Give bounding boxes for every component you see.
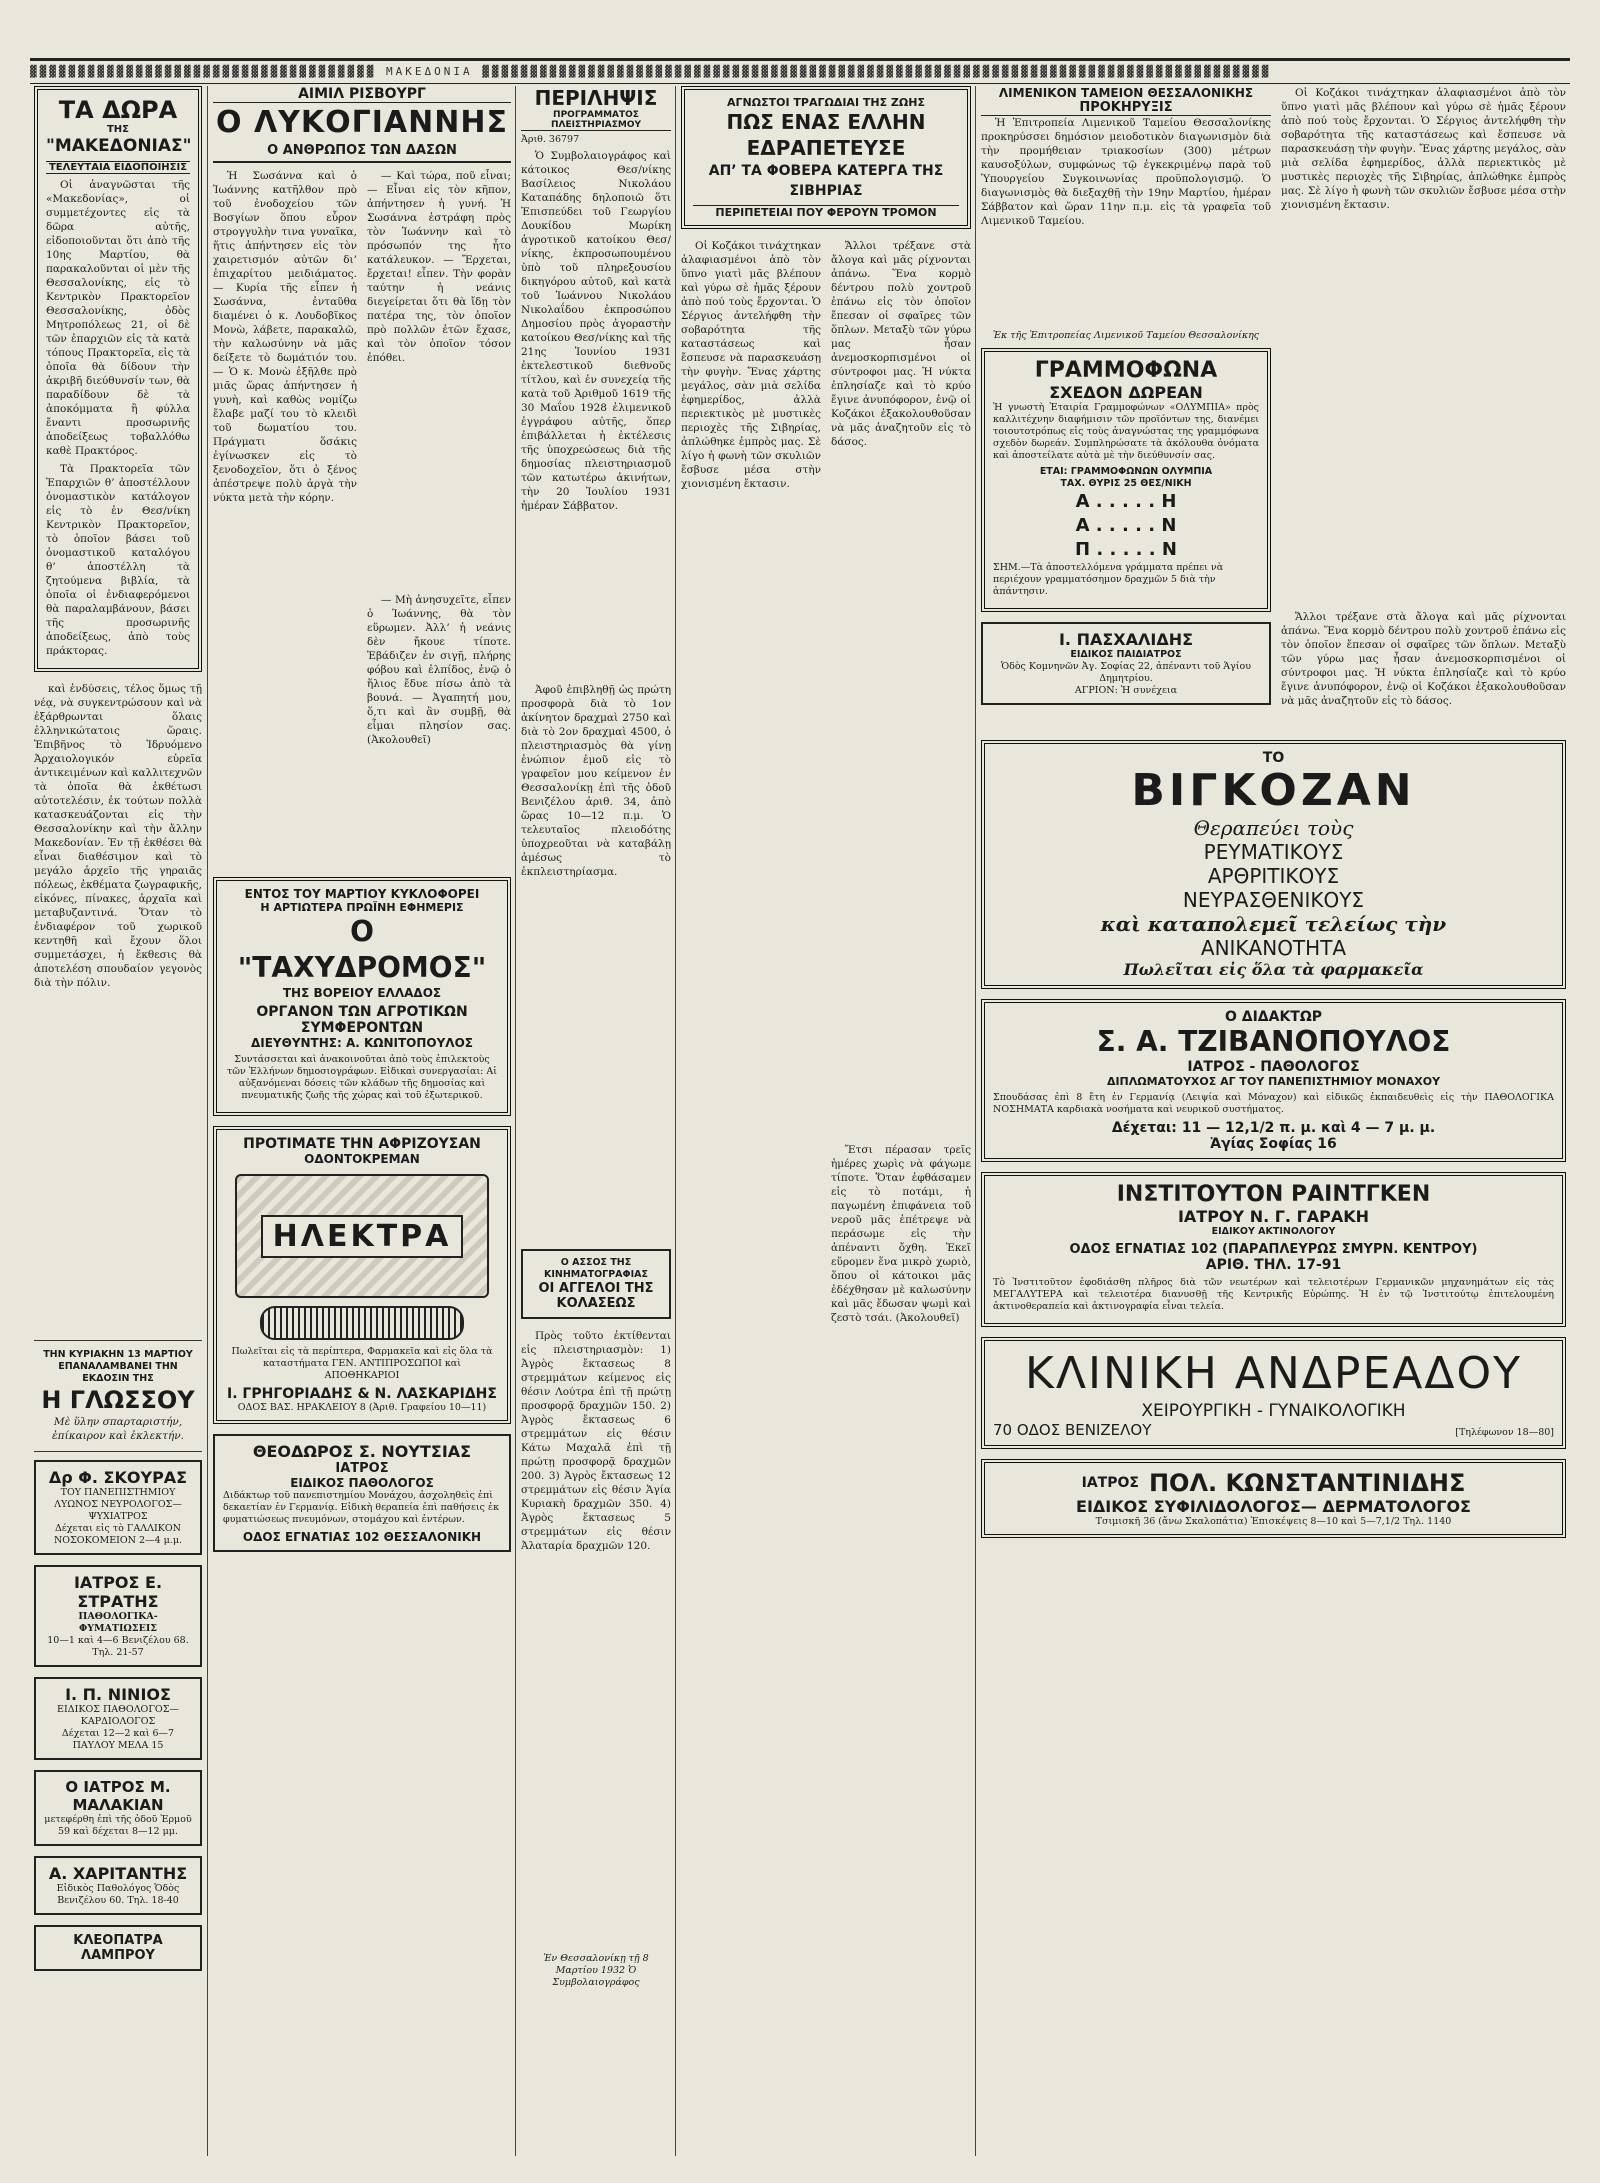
ray-title: ΙΝΣΤΙΤΟΥΤΟΝ ΡΑΙΝΤΓΚΕΝ (1116, 1182, 1431, 1207)
col5-top-right (1281, 86, 1566, 734)
doctor-desc: ΕΙΔΙΚΟΣ ΠΑΙΔΙΑΤΡΟΣ (1070, 649, 1182, 660)
tziv-hours: Δέχεται: 11 — 12,1/2 π. μ. καὶ 4 — 7 μ. μ. (1111, 1120, 1436, 1136)
port-sub: ΠΡΟΚΗΡΥΞΙΣ (981, 100, 1271, 116)
gifts-notice (34, 86, 202, 672)
tziv-pre: Ο ΔΙΔΑΚΤΩΡ (1224, 1009, 1323, 1025)
doctor-ad-paschalidis (981, 622, 1271, 705)
cinema-title: ΟΙ ΑΓΓΕΛΟΙ ΤΗΣ ΚΟΛΑΣΕΩΣ (538, 1281, 654, 1311)
gram-box: ΤΑΧ. ΘΥΡΙΣ 25 ΘΕΣ/ΝΙΚΗ (1060, 478, 1192, 489)
doctor-hours: Δέχεται εἰς τὸ ΓΑΛΛΙΚΟΝ ΝΟΣΟΚΟΜΕΙΟΝ 2—4 μ.μ. (53, 1523, 183, 1546)
siberia-text-a: Οἱ Κοζάκοι τινάχτηκαν ἀλαφιασμένοι ἀπὸ τὸν ὕπνο γιατὶ μᾶς βλέπουν καὶ γύρω σὲ ἡμᾶς ξέρουν ἀπὸ πού τοὺς ἔρχονται. Ὁ Σέργιος ἀντελήφθη τὴν σοβαρότητα τῆς καταστάσεως καὶ ἔσπευσε νὰ παρασκευάσῃ τὴν φυγὴν. Ἔνας χάρτης μεγάλος, σὰν μιὰ σελίδα ἐφημερίδος, ἀλλὰ περιεκτικὸς μὲ μυστικὲς περιοχὲς τῆς Σιβηρίας, ἀπλώθηκε ἐμπρὸς μας. Σὲ λίγο ἡ φωνὴ τῶν σκυλιῶν ἔσβυσε μέσα στὴν χιονισμένη ἔκτασιν. (681, 240, 821, 490)
vig-4: ΑΝΙΚΑΝΟΤΗΤΑ (1200, 936, 1347, 960)
auction-sign: Ἐν Θεσσαλονίκῃ τῇ 8 Μαρτίου 1932 Ὁ Συμβολαιογράφος (543, 1953, 649, 1988)
column-2 (213, 86, 511, 2166)
col5-top (981, 86, 1566, 734)
gifts-text-2: Τὰ Πρακτορεῖα τῶν Ἐπαρχιῶν θ’ ἀποστέλλουν ὀνομαστικὸν κατάλογον εἰς τὸ ἐν Θεσ/νίκη Κεντρικὸν Πρακτορεῖον, τὸ ὁποῖον βάσει τοῦ ὀνομαστικοῦ καταλόγου θ’ ἀποστέλλη τὰ ζητούμενα βιβλία, τὰ ὁποῖα οἱ ἐνδιαφερόμενοι θὰ παραλαμβάνουν, βάσει τῆς προσωρινῆς ἀποδείξεως, ἀπὸ τοὺς πράκτορας. (46, 463, 190, 657)
toothpaste-address: ΟΔΟΣ ΒΑΣ. ΗΡΑΚΛΕΙΟΥ 8 (Ἀριθ. Γραφείου 10—11) (237, 1402, 487, 1413)
gifts-title: ΤΑ ΔΩΡΑ (58, 96, 178, 124)
ad-name: ΚΛΕΟΠΑΤΡΑ ΛΑΜΠΡΟΥ (73, 1933, 163, 1963)
sunday-desc: Μὲ ὕλην σπαρταριστήν, ἐπίκαιρον καὶ ἐκλεκτήν. (52, 1416, 184, 1442)
auction-text-2: Ἀφοῦ ἐπιβληθῇ ὡς πρώτη προσφορὰ διὰ τὸ 1ον ἀκίνητον δραχμαὶ 2750 καὶ διὰ τὸ 2ον δραχμαὶ 4500, ὁ πλειστηριασμὸς θὰ γίνῃ ἐνώπιον ἐμοῦ εἰς τὸ γραφεῖον μου κείμενον ἐν Θεσσαλονίκῃ ἐπὶ τῆς ὁδοῦ Βενιζέλου ἀριθ. 34, ἀπὸ ὥρας 10—12 π.μ. Ὁ τελευταῖος πλειοδότης ὑποχρεοῦται νὰ καταβάλῃ ἀμέσως τὸ ἐκπλειστηρίασμα. (521, 684, 671, 878)
siberia-columns (681, 239, 971, 2123)
gram-title: ΓΡΑΜΜΟΦΩΝΑ (1034, 358, 1218, 383)
column-rule (515, 86, 516, 2156)
tziv-title: ΙΑΤΡΟΣ - ΠΑΘΟΛΟΓΟΣ (1187, 1059, 1360, 1075)
toothpaste-sub: ΟΔΟΝΤΟΚΡΕΜΑΝ (304, 1152, 420, 1166)
tzivanopoulos-ad (981, 999, 1566, 1162)
column-1-body: καὶ ἐνδύσεις, τέλος ὅμως τῇ νέᾳ, νὰ συγκεντρώσουν καὶ νὰ ἐξάρθρωνται ὅλαις ἐλληνικώτατοις ὥραις. Ἐπιβῆνος τὸ Ἰδρυόμενο Ἀρχαιολογικόν εὑρεῖα ἀντικειμένων καὶ καλλιτεχνῶν τὰ ὁποῖα θὰ ἐκθέτωσι αὐτοτελέσιν, ἐκ τούτων πολλὰ κατασκευάζονται εἰς τὴν Θεσσαλονίκην καὶ τὴν ἄλλην Μακεδονίαν. Ἐν τῇ ἐκθέσει θὰ εἶναι διαθέσιμον καὶ τὸ μεγάλο ἀρχεῖο τῆς γηραιᾶς πόλεως, ἐκθέματα ζωγραφικῆς, εἰκόνες, πίνακες, ἀρχαῖα καὶ μεταβυζαντινά. Ὅταν τὸ ἐνδιαφέρον τοῦ χωρικοῦ κεντηθῆ καὶ ἔχουν ὅλοι συμμετάσχει, ἡ ἔκθεσις θὰ ἀποτελέση σπουδαίον γεγονὸς διὰ τὴν πόλιν. (34, 683, 202, 989)
doctor-text: Ὁδὸς Κομνηνῶν Ἀγ. Σοφίας 22, ἀπέναντι τοῦ Ἁγίου Δημητρίου. (1000, 661, 1252, 684)
gramophone-ad (981, 348, 1271, 612)
doctor-name: Ο ΙΑΤΡΟΣ Μ. ΜΑΛΑΚΙΑΝ (65, 1778, 171, 1814)
auction-subhead: ΠΡΟΓΡΑΜΜΑΤΟΣ ΠΛΕΙΣΤΗΡΙΑΣΜΟΥ (521, 110, 671, 131)
sunday-sub: ΕΠΑΝΑΛΑΜΒΑΝΕΙ ΤΗΝ ΕΚΔΟΣΙΝ ΤΗΣ (58, 1361, 178, 1384)
doctor-text: Διδάκτωρ τοῦ πανεπιστημίου Μονάχου, ἀσχοληθεὶς ἐπὶ δεκαετίαν ἐν Γερμανίᾳ. Εἰδικὴ θεραπεία ἐπὶ παθήσεις ἐκ φυματιώσεως πνευμόνων, στομάχου καὶ ἐντέρων. (223, 1490, 500, 1525)
auction-number: Ἀριθ. 36797 (521, 134, 580, 145)
kon-header (993, 1469, 1554, 1497)
doctor-hours: 10—1 καὶ 4—6 Βενιζέλου 68. Τηλ. 21-57 (47, 1635, 189, 1658)
banner-top: ΑΓΝΩΣΤΟΙ ΤΡΑΓΩΔΙΑΙ ΤΗΣ ΖΩΗΣ (727, 96, 925, 109)
taxydromos-text: Συντάσσεται καὶ ἀνακοινοῦται ἀπὸ τοὺς ἐπιλεκτοὺς τῶν Ἑλλήνων δημοσιογράφων. Εἰδικαὶ συνεργασίαι: Αἱ αὐξανόμεναι δόσεις τῶν κλάδων τῆς δημοσίας καὶ πνευματικῆς ζωῆς τῆς χώρας καὶ τοῦ ἐξωτερικοῦ. (227, 1054, 497, 1101)
doctor-ad-noutsias (213, 1434, 511, 1552)
vig-makes: καὶ καταπολεμεῖ τελείως τὴν (1100, 912, 1447, 936)
cinema-head: Ο ΑΣΣΟΣ ΤΗΣ ΚΙΝΗΜΑΤΟΓΡΑΦΙΑΣ (544, 1257, 648, 1280)
column-rule (675, 86, 676, 2156)
story-author: ΑΙΜΙΛ ΡΙΣΒΟΥΡΓ (213, 86, 511, 103)
kon-desc: ΕΙΔΙΚΟΣ ΣΥΦΙΛΙΔΟΛΟΓΟΣ— ΔΕΡΜΑΤΟΛΟΓΟΣ (1076, 1497, 1471, 1516)
story-subtitle: Ο ΑΝΘΡΩΠΟΣ ΤΩΝ ΔΑΣΩΝ (213, 143, 511, 163)
gram-text: Ἡ γνωστὴ Ἑταιρία Γραμμοφώνων «ΟΛΥΜΠΙΑ» πρὸς καλλιτέχνην διαφήμισιν τῶν προϊόντων της, διανέμει τοιουτοτρόπως εἰς τοὺς ἀναγνώστας της γραμμόφωνα σχεδὸν δωρεάν. Συμπληρώσατε τὰ ἀκόλουθα ὀνόματα καὶ ἀποστείλατε αὐτὰ μὲ τὴν διεύθυνσίν σας. (993, 402, 1259, 461)
taxydromos-director: ΔΙΕΥΘΥΝΤΗΣ: Α. ΚΩΝΙΤΟΠΟΥΛΟΣ (250, 1036, 473, 1050)
vig-the: ΤΟ (1262, 750, 1285, 766)
auction-text-3: Πρὸς τοῦτο ἐκτίθενται εἰς πλειστηριασμὸν: 1) Ἀγρὸς ἔκτασεως 8 στρεμμάτων κείμενος εἰς θέσιν Λούτρα ἐπὶ τῇ πρώτῃ προσφορᾷ δραχμῶν 150. 2) Ἀγρὸς ἔκτασεως 6 στρεμμάτων εἰς θέσιν Κάτω Μαχαλᾶ ἐπὶ τῇ πρώτῃ προσφορᾷ δραχμῶν 200. 3) Ἀγρὸς ἔκτασεως 12 στρεμμάτων εἰς θέσιν Ἁγία Κυριακὴ δραχμῶν 350. 4) Ἀγρὸς ἔκτασεως 5 στρεμμάτων εἰς θέσιν Ἀλαταρία δραχμῶν 120. (521, 1330, 671, 1552)
doctor-name: Α. ΧΑΡΙΤΑΝΤΗΣ (48, 1864, 188, 1883)
toothpaste-agents: Ι. ΓΡΗΓΟΡΙΑΔΗΣ & Ν. ΛΑΣΚΑΡΙΔΗΣ (227, 1386, 497, 1402)
toothbrush-image (260, 1306, 464, 1340)
column-3 (521, 86, 671, 2166)
masthead-strip: ▓▓▓▓▓▓▓▓▓▓▓▓▓▓▓▓▓▓▓▓▓▓▓▓▓▓▓▓▓▓▓▓▓▓▓▓ ΜΑΚΕΔΟΝΙΑ ▓▓▓▓▓▓▓▓▓▓▓▓▓▓▓▓▓▓▓▓▓▓▓▓▓▓▓▓▓▓▓▓▓▓▓▓▓▓▓▓▓▓▓▓▓▓▓▓▓▓▓▓▓▓▓▓▓▓▓▓▓▓▓▓▓▓▓▓▓▓▓▓▓▓▓▓▓▓▓▓▓▓ (30, 58, 1570, 84)
gifts-notice-head: ΤΕΛΕΥΤΑΙΑ ΕΙΔΟΠΟΙΗΣΙΣ (46, 161, 190, 174)
ad-lamprou (34, 1925, 202, 1971)
gram-puzzle-1: Α . . . . . Η (1075, 491, 1177, 512)
separator (34, 1451, 202, 1452)
story-text-b: — Καὶ τώρα, ποῦ εἶναι; — Εἶναι εἰς τὸν κῆπον, ἀπήντησεν ἡ γυνή. Ἡ Σωσάννα ἐστράφη πρὸς τὸν Ἰωάννην καὶ τὸ πρόσωπόν της ἦτο κατάλευκον. — Ἔρχεται, ἔρχεται! εἶπεν. Τὴν φορὰν ταύτην ἡ νεάνις διεγείρεται ὅτι θὰ ἴδῃ τὸν πατέρα της, τὸν ὁποῖον πρὸ πολλῶν ἐτῶν ἔχασε, καὶ τὸν ὁποῖον τόσον ἐπόθει. (367, 170, 511, 364)
vig-brand: ΒΙΓΚΟΖΑΝ (1131, 765, 1416, 816)
doctor-name: Ι. Π. ΝΙΝΙΟΣ (65, 1685, 171, 1704)
siberia-text-b: Ἄλλοι τρέξανε στὰ ἄλογα καὶ μᾶς ρίχνονται ἀπάνω. Ἕνα κορμὸ δέντρου πολὺ χοντροῦ ἐπάνω εἰς τὸν ὁποῖον ἔπεσαν οἱ σφαῖρες τῶν ὅπλων. Μεταξὺ τῶν γύρω μας ἦσαν ἀνεμοσκορπισμένοι οἱ σύντροφοι μας. Ἡ νύκτα ἐπλησίαζε καὶ τὸ κρύο ἔγινε ἀνυπόφορον, ἐνῷ οἱ Κοζάκοι ἐξακολουθοῦσαν νὰ μᾶς ἀναζητοῦν εἰς τὸ δάσος. (831, 240, 971, 448)
siberia-text-e: Ἄλλοι τρέξανε στὰ ἄλογα καὶ μᾶς ρίχνονται ἀπάνω. Ἕνα κορμὸ δέντρου πολὺ χοντροῦ ἐπάνω εἰς τὸν ὁποῖον ἔπεσαν οἱ σφαῖρες τῶν ὅπλων. Μεταξὺ τῶν γύρω μας ἦσαν ἀνεμοσκορπισμένοι οἱ σύντροφοι μας. Ἡ νύκτα ἐπλησίαζε καὶ τὸ κρύο ἔγινε ἀνυπόφορον, ἐνῷ οἱ Κοζάκοι ἐξακολουθοῦσαν νὰ μᾶς ἀναζητοῦν εἰς τὸ δάσος. (1281, 611, 1566, 707)
doctor-ad-charitantis (34, 1856, 202, 1915)
clinic-sub: ΧΕΙΡΟΥΡΓΙΚΗ - ΓΥΝΑΙΚΟΛΟΓΙΚΗ (1141, 1401, 1406, 1421)
separator (34, 1340, 202, 1341)
siberia-text-d: Οἱ Κοζάκοι τινάχτηκαν ἀλαφιασμένοι ἀπὸ τὸν ὕπνο γιατὶ μᾶς βλέπουν καὶ γύρω σὲ ἡμᾶς ξέρουν ἀπὸ πού τοὺς ἔρχονται. Ὁ Σέργιος ἀντελήφθη τὴν σοβαρότητα τῆς καταστάσεως καὶ ἔσπευσε νὰ παρασκευάσῃ τὴν φυγὴν. Ἔνας χάρτης μεγάλος, σὰν μιὰ σελίδα ἐφημερίδος, ἀλλὰ περιεκτικὸς μὲ μυστικὲς περιοχὲς τῆς Σιβηρίας, ἀπλώθηκε ἐμπρὸς μας. Σὲ λίγο ἡ φωνὴ τῶν σκυλιῶν ἔσβυσε μέσα στὴν χιονισμένη ἔκτασιν. (1281, 87, 1566, 211)
doctor-name: ΙΑΤΡΟΣ Ε. ΣΤΡΑΤΗΣ (73, 1573, 163, 1611)
story-text-a: Ἡ Σωσάννα καὶ ὁ Ἰωάννης κατῆλθον πρὸ τοῦ ἐνοδοχείου τῶν Βοσγίων ὅπου εὗρον στρογγυλὴν τινα γυναῖκα, ἥτις ἀπήντησεν εἰς τὸν χαιρετισμόν αὐτῶν δι’ ἐπιχαρίτου μειδιάματος. — Κυρία τῆς εἶπεν ἡ Σωσάννα, ἐνταῦθα διαμένει ὁ κ. Λουδοβῖκος Μονὼ, λάβετε, παρακαλῶ, τὴν καλωσύνην νὰ μᾶς δείξετε τὸ δωμάτιόν του. — Ὁ κ. Μονὼ ἐξῆλθε πρὸ μιᾶς ὥρας ἀπήντησεν ἡ γυνὴ, καὶ καθὼς νομίζω ἔλαβε μαζί του τὸ κλειδὶ τοῦ δωματίου του. Πράγματι ὅσάκις ἐγίνωσκεν εἰς τὸ ξενοδοχεῖον, ὅτι ὁ ξένος ἀπέστρεψε πολὺ ἀργὰ τὴν νύκτα μετὰ τὴν κόρην. (213, 170, 357, 504)
raintgen-ad (981, 1172, 1566, 1327)
column-4 (681, 86, 971, 2166)
column-5 (981, 86, 1566, 2166)
toothpaste-tube-image (235, 1174, 489, 1298)
banner-title-1: ΠΩΣ ΕΝΑΣ ΕΛΛΗΝ ΕΔΡΑΠΕΤΕΥΣΕ (726, 110, 926, 160)
gram-note: ΣΗΜ.—Τὰ ἀποστελλόμενα γράμματα πρέπει νὰ περιέχουν γραμματόσημον δραχμῶν 5 διὰ τὴν ἀπάντησιν. (993, 562, 1224, 597)
kon-name: ΠΟΛ. ΚΩΝΣΤΑΝΤΙΝΙΔΗΣ (1148, 1469, 1466, 1497)
doctor-name: Ι. ΠΑΣΧΑΛΙΔΗΣ (1058, 630, 1194, 649)
ray-text: Τὸ Ἰνστιτοῦτον ἐφοδιάσθη πλῆρος διὰ τῶν νεωτέρων καὶ τελειοτέρων Γερμανικῶν μηχανημάτων εἰς τὰς ΜΕΓΑΛΥΤΕΡΑ καὶ τελειοτέρα διανυσθῇ τῆς Κεντρικῆς Εὐρώπης. Ἡ ἐν τῷ Ἰνστιτούτῳ ἐπιτελουμένη ἀκτινοθεραπεία καὶ ἀκτινογραφία εἶναι τελεία. (993, 1277, 1554, 1312)
gifts-text: Οἱ ἀναγνῶσται τῆς «Μακεδονίας», οἱ συμμετέχοντες εἰς τὰ δῶρα αὐτῆς, εἰδοποιοῦνται ὅτι ἀπὸ τῆς 10ης Μαρτίου, θὰ παρακαλοῦνται οἱ μὲν τῆς Θεσσαλονίκης, εἰς τὸ Κεντρικὸν Πρακτορεῖον Θεσσαλονίκης, ὁδὸς Μητροπόλεως 21, οἱ δὲ τῶν ἐπαρχιῶν εἰς τὰ κατὰ τόπους Πρακτορεῖα, εἰς τὰ ὁποῖα θὰ δίδουν τὴν ἀκριβῆ διεύθυνσίν των, θὰ παραδίδουν δὲ τὰ ἀποκόμματα ἢ φύλλα ἔναντι προσωρινῆς ἀποδείξεως τοβαλλόθω καθὲ Πρακτόρος. (46, 179, 190, 457)
doctor-name: ΘΕΟΔΩΡΟΣ Σ. ΝΟΥΤΣΙΑΣ (252, 1442, 472, 1461)
toothpaste-ad (213, 1126, 511, 1424)
clinic-footer (993, 1421, 1554, 1439)
vig-heals: Θεραπεύει τοὺς (1193, 816, 1354, 840)
gram-puzzle-2: Α . . . . . Ν (1075, 515, 1177, 536)
column-1 (34, 86, 202, 2166)
taxydromos-title: Ο "ΤΑΧΥΔΡΟΜΟΣ" (237, 915, 487, 984)
clinic-address: 70 ΟΔΟΣ ΒΕΝΙΖΕΛΟΥ (993, 1421, 1152, 1439)
vig-sold: Πωλεῖται εἰς ὅλα τὰ φαρμακεῖα (1123, 960, 1424, 979)
banner-sub: ΠΕΡΙΠΕΤΕΙΑΙ ΠΟΥ ΦΕΡΟΥΝ ΤΡΟΜΟΝ (693, 205, 959, 219)
taxydromos-organ: ΟΡΓΑΝΟΝ ΤΩΝ ΑΓΡΟΤΙΚΩΝ ΣΥΜΦΕΡΟΝΤΩΝ (256, 1004, 468, 1036)
ray-address: ΟΔΟΣ ΕΓΝΑΤΙΑΣ 102 (ΠΑΡΑΠΛΕΥΡΩΣ ΣΜΥΡΝ. ΚΕΝΤΡΟΥ) (1069, 1242, 1478, 1257)
toothpaste-text: Πωλεῖται εἰς τὰ περίπτερα, Φαρμακεῖα καὶ εἰς ὅλα τὰ καταστήματα ΓΕΝ. ΑΝΤΙΠΡΟΣΩΠΟΙ καὶ ΑΠΟΘΗΚΑΡΙΟΙ (231, 1346, 493, 1381)
kon-pre: ΙΑΤΡΟΣ (1081, 1475, 1139, 1491)
gram-company: ΕΤΑΙ: ΓΡΑΜΜΟΦΩΝΩΝ ΟΛΥΜΠΙΑ (1039, 466, 1213, 477)
sunday-head: ΤΗΝ ΚΥΡΙΑΚΗΝ 13 ΜΑΡΤΙΟΥ (43, 1349, 193, 1360)
doctor-desc: ΕΙΔΙΚΟΣ ΠΑΘΟΛΟΓΟΣ—ΚΑΡΔΙΟΛΟΓΟΣ (57, 1704, 179, 1727)
banner-title-2: ΑΠ’ ΤΑ ΦΟΒΕΡΑ ΚΑΤΕΡΓΑ ΤΗΣ ΣΙΒΗΡΙΑΣ (708, 163, 944, 199)
doctor-continue: ΑΓΡΙΟΝ: Ἡ συνέχεια (1074, 685, 1178, 696)
vig-2: ΑΡΘΡΙΤΙΚΟΥΣ (1207, 864, 1340, 888)
doctor-desc: ΤΟΥ ΠΑΝΕΠΙΣΤΗΜΙΟΥ ΛΥΩΝΟΣ ΝΕΥΡΟΛΟΓΟΣ—ΨΥΧΙΑΤΡΟΣ (54, 1487, 182, 1522)
siberia-text-c: Ἔτσι πέρασαν τρεῖς ἡμέρες χωρὶς νὰ φάγωμε τίποτε. Ὅταν ἐφθάσαμεν εἰς τὸ ποτάμι, ἡ παγωμένη ἐπιφάνεια τοῦ νεροῦ μᾶς ἐπέτρεψε νὰ περάσωμε εἰς τὴν ἀπέναντι ὄχθη. Ἐκεῖ εὕρομεν ἕνα μικρὸ χωριὸ, ὅπου οἱ κάτοικοι μᾶς ἐδέχθησαν μὲ καλωσύνην καὶ μᾶς ἔδωσαν ψωμὶ καὶ ζεστὸ τσάι. (Ἀκολουθεῖ) (831, 1144, 971, 1324)
doctor-ad-ninios (34, 1677, 202, 1760)
siberia-banner (681, 86, 971, 229)
story-text-c: — Μὴ ἀνησυχεῖτε, εἶπεν ὁ Ἰωάννης, θὰ τὸν εὕρωμεν. Ἀλλ’ ἡ νεάνις δὲν ἤκουε τίποτε. Ἐβάδιζεν ἐν σιγῇ, πλήρης φόβου καὶ ἐλπίδος, ἐνῷ ὁ ἥλιος ἔδυε πίσω ἀπὸ τὰ βουνά. — Ἀγαπητή μου, ὅ,τι καὶ ἂν συμβῇ, θὰ εἶμαι πλησίον σας. (Ἀκολουθεῖ) (367, 594, 511, 746)
port-head: ΛΙΜΕΝΙΚΟΝ ΤΑΜΕΙΟΝ ΘΕΣΣΑΛΟΝΙΚΗΣ (998, 86, 1254, 100)
ray-doc: ΙΑΤΡΟΥ Ν. Γ. ΓΑΡΑΚΗ (1177, 1207, 1370, 1226)
doctor-ad-malakian (34, 1770, 202, 1846)
gram-sub: ΣΧΕΔΟΝ ΔΩΡΕΑΝ (1049, 383, 1203, 402)
taxydromos-head: ΕΝΤΟΣ ΤΟΥ ΜΑΡΤΙΟΥ ΚΥΚΛΟΦΟΡΕΙ (244, 887, 480, 901)
sunday-ad (34, 1349, 202, 1443)
kon-address: Τσιμισκῆ 36 (ἄνω Σκαλοπάτια) Ἐπισκέψεις 8—10 καὶ 5—7,1/2 Τηλ. 1140 (1095, 1516, 1452, 1527)
ray-desc: ΕΙΔΙΚΟΥ ΑΚΤΙΝΟΛΟΓΟΥ (1211, 1226, 1336, 1237)
doctor-desc: ΠΑΘΟΛΟΓΙΚΑ-ΦΥΜΑΤΙΩΣΕΙΣ (78, 1611, 158, 1634)
auction-text: Ὁ Συμβολαιογράφος καὶ κάτοικος Θεσ/νίκης Βασίλειος Νικολάου Καταπάδης δηλοποιῶ ὅτι Ἐπισπεύδει τοῦ Γεωργίου Δουκίδου Μωρίκη ἀγροτικοῦ κατοίκου Θεσ/νίκης, ἐκπροσωπουμένου ὑπὸ τοῦ πληρεξουσίου δικηγόρου αὐτοῦ, καὶ κατὰ τοῦ Ἰωάννου Νικολάου Νικολαΐδου ἐκπροσώπου Δημοσίου πρὸς ἀγοραστὴν κατοίκου Θεσ/νίκης καὶ τῆς 21ης Ἰουνίου 1931 ἐκτελεστικοῦ διεθνοῦς τίτλου, καὶ ἐν συνεχείᾳ τῆς κατὰ τοῦ Ἀριθμοῦ 1619 τῆς 30 Μαΐου 1928 ἐλιμενικοῦ ἐγγράφου αὐτῆς, ὅπερ ἐπιβάλλεται ἡ ἐκτέλεσις τῆς ὑποχρεώσεως διὰ τῆς δημοσίας πλειστηριασμοῦ τῶν κατωτέρω ἀκινήτων, τὴν 20 Ἰουλίου 1931 ἡμέραν Σάββατον. (521, 150, 671, 512)
tziv-text: Σπουδάσας ἐπὶ 8 ἔτη ἐν Γερμανίᾳ (Λειψία καὶ Μόναχον) καὶ εἰδικῶς ἐκπαιδευθεὶς εἰς τὴν ΠΑΘΟΛΟΓΙΚΑ ΝΟΣΗΜΑΤΑ καρδιακὰ νοσήματα καὶ νευρικοῦ συστήματος. (993, 1092, 1554, 1115)
column-rule (975, 86, 976, 2156)
gifts-paper: "ΜΑΚΕΔΟΝΙΑΣ" (46, 136, 192, 156)
taxydromos-ad (213, 877, 511, 1116)
clinic-ad (981, 1337, 1566, 1449)
vig-3: ΝΕΥΡΑΣΘΕΝΙΚΟΥΣ (1182, 888, 1365, 912)
story-right (367, 169, 511, 867)
doctor-desc: ΕΙΔΙΚΟΣ ΠΑΘΟΛΟΓΟΣ (290, 1476, 434, 1490)
siberia-right (831, 239, 971, 2123)
story-title: Ο ΛΥΚΟΓΙΑΝΝΗΣ (216, 105, 508, 140)
story-columns (213, 169, 511, 867)
port-text: Ἡ Ἐπιτροπεία Λιμενικοῦ Ταμείου Θεσσαλονίκης προκηρύσσει δημόσιον μειοδοτικὸν διαγωνισμὸν διὰ τὴν προμήθειαν τριακοσίων (300) μέτρων καυσοξύλων, συμφώνως τῷ ἐγκεκριμένῳ παρὰ τοῦ Ὑπουργείου Συγκοινωνίας προϋπολογισμῷ. Ὁ διαγωνισμὸς θὰ διεξαχθῇ τὴν 19ην Μαρτίου, ἡμέραν Σάββατον καὶ ὥραν 11ην π.μ. εἰς τὰ γραφεῖα τοῦ Λιμενικοῦ Ταμείου. (981, 117, 1271, 227)
port-notice (981, 86, 1271, 734)
tziv-desc: ΔΙΠΛΩΜΑΤΟΥΧΟΣ ΑΓ ΤΟΥ ΠΑΝΕΠΙΣΤΗΜΙΟΥ ΜΟΝΑΧΟΥ (1106, 1075, 1441, 1088)
clinic-tel: [Τηλέφωνον 18—80] (1455, 1427, 1554, 1438)
doctor-title: ΙΑΤΡΟΣ (335, 1461, 389, 1476)
tziv-address: Ἁγίας Σοφίας 16 (1210, 1136, 1337, 1152)
doctor-desc: μετεφέρθη ἐπὶ τῆς ὁδοῦ Ἑρμοῦ 59 καὶ δέχεται 8—12 μμ. (44, 1814, 192, 1837)
cinema-ad (521, 1249, 671, 1319)
doctor-desc: Εἰδικὸς Παθολόγος Ὁδὸς Βενιζέλου 60. Τηλ. 18-40 (56, 1883, 180, 1906)
column-rule (207, 86, 208, 2156)
toothpaste-head: ΠΡΟΤΙΜΑΤΕ ΤΗΝ ΑΦΡΙΖΟΥΣΑΝ (243, 1136, 481, 1152)
sunday-title: Η ΓΛΩΣΣΟΥ (41, 1386, 195, 1414)
tziv-name: Σ. Α. ΤΖΙΒΑΝΟΠΟΥΛΟΣ (1096, 1025, 1451, 1058)
vig-1: ΡΕΥΜΑΤΙΚΟΥΣ (1203, 840, 1344, 864)
doctor-hours: Δέχεται 12—2 καὶ 6—7 ΠΑΥΛΟΥ ΜΕΛΑ 15 (61, 1728, 175, 1751)
taxydromos-region: ΤΗΣ ΒΟΡΕΙΟΥ ΕΛΛΑΔΟΣ (282, 986, 442, 1000)
vigkozan-ad (981, 740, 1566, 989)
clinic-title: ΚΛΙΝΙΚΗ ΑΝΔΡΕΑΔΟΥ (1025, 1348, 1522, 1399)
ray-tel: ΑΡΙΘ. ΤΗΛ. 17-91 (1205, 1257, 1342, 1273)
auction-head: ΠΕΡΙΛΗΨΙΣ (534, 86, 658, 110)
gram-puzzle-3: Π . . . . . Ν (1075, 539, 1177, 560)
doctor-name: Δρ Φ. ΣΚΟΥΡΑΣ (48, 1468, 188, 1487)
doctor-address: ΟΔΟΣ ΕΓΝΑΤΙΑΣ 102 ΘΕΣΣΑΛΟΝΙΚΗ (242, 1530, 482, 1544)
toothpaste-brand: ΗΛΕΚΤΡΑ (261, 1215, 464, 1258)
doctor-ad-skouras (34, 1460, 202, 1555)
gifts-sub: ΤΗΣ (106, 124, 130, 135)
taxydromos-sub: Η ΑΡΤΙΩΤΕΡΑ ΠΡΩΪΝΗ ΕΦΗΜΕΡΙΣ (260, 901, 464, 914)
doctor-ad-stratis (34, 1565, 202, 1667)
konstantinidis-ad (981, 1459, 1566, 1538)
masthead-title: ΜΑΚΕΔΟΝΙΑ (386, 65, 473, 78)
port-sign: Ἐκ τῆς Ἐπιτροπείας Λιμενικοῦ Ταμείου Θεσσαλονίκης (992, 330, 1260, 341)
